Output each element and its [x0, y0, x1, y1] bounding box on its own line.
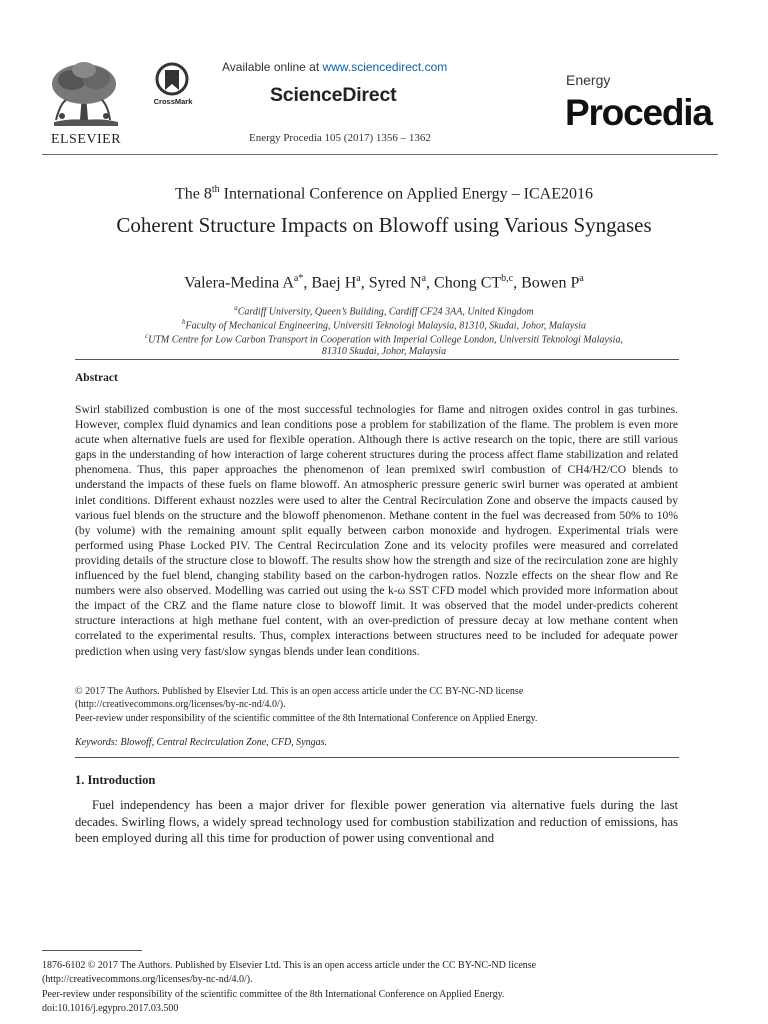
title-divider	[75, 359, 679, 360]
conference-ordinal: th	[211, 184, 220, 195]
sciencedirect-link[interactable]: www.sciencedirect.com	[322, 60, 448, 74]
journal-name-top: Energy	[566, 72, 611, 88]
footer-divider	[42, 950, 142, 951]
license-statement: © 2017 The Authors. Published by Elsevier Ltd. This is an open access article under the CC BY-NC-ND license (http://creativecommons.org/licenses/by-nc-nd/4.0/).	[75, 686, 524, 710]
author-mark: a*	[293, 273, 304, 284]
author-mark: a	[356, 273, 361, 284]
author-name: Chong CT	[434, 274, 502, 292]
paper-title: Coherent Structure Impacts on Blowoff using Various Syngases	[116, 213, 652, 237]
affiliation-mark: c	[145, 332, 149, 340]
author-mark: a	[579, 273, 584, 284]
affiliation-mark: b	[182, 318, 186, 326]
section-body: Fuel independency has been a major driver for flexible power generation via alternative fuels during the last decades. Swirling flows, a widely spread technology used for combustion stabilization and reduction of emissions, has been employed during all this time for production of power using conventional and	[75, 798, 678, 846]
journal-name-main: Procedia	[565, 92, 712, 133]
footer-peer-review: Peer-review under responsibility of the scientific committee of the 8th International Conference on Applied Energy.	[42, 988, 505, 1000]
affiliation-text: Cardiff University, Queen’s Building, Cardiff CF24 3AA, United Kingdom	[237, 306, 534, 318]
affiliation	[0, 304, 768, 317]
affiliation-text: UTM Centre for Low Carbon Transport in Cooperation with Imperial College London, Universiti Teknologi Malaysia,	[148, 334, 623, 346]
footer-doi[interactable]: doi:10.1016/j.egypro.2017.03.500	[42, 1003, 179, 1015]
abstract-heading: Abstract	[75, 372, 118, 384]
author-name: Syred N	[368, 274, 422, 292]
conference-name	[0, 184, 768, 203]
footer	[42, 959, 722, 1017]
author-mark: a	[421, 273, 427, 284]
affiliation	[0, 318, 768, 331]
affiliation-text: Faculty of Mechanical Engineering, Universiti Teknologi Malaysia, 81310, Skudai, Johor, Malaysia	[185, 320, 586, 332]
affiliation	[0, 332, 768, 345]
conference-prefix: The 8	[174, 185, 212, 203]
journal-reference: Energy Procedia 105 (2017) 1356 – 1362	[249, 132, 431, 144]
conference-suffix: International Conference on Applied Energy – ICAE2016	[219, 185, 594, 203]
keywords: Keywords: Blowoff, Central Recirculation Zone, CFD, Syngas.	[75, 737, 328, 748]
author-mark: b,c	[501, 273, 514, 284]
peer-review-statement: Peer-review under responsibility of the scientific committee of the 8th International Conference on Applied Energy.	[75, 713, 538, 724]
abstract-body: Swirl stabilized combustion is one of the most successful technologies for flame and nitrogen oxides control in gas turbines. However, complex fluid dynamics and lean conditions pose a problem for stabilization of the flame. The problem is even more acute when alternative fuels are used for flexible operation. Although there is active research on the topic, there are still various gaps in the understanding of how interaction of large coherent structures during the process affect flame stabilization and related phenomena. Thus, this paper approaches the phenomenon of lean premixed swirl combustion of CH4/H2/CO blends to understand the impacts of these fuels on flame blowoff. An atmospheric pressure generic swirl burner was operated at ambient inlet conditions. Different exhaust nozzles were used to alter the Central Recirculation Zone and observe the impacts caused by various fuel blends on the structure and the blowoff phenomenon. Methane content in the fuel was decreased from 50% to 10% (by volume) with the remaining amount split equally between carbon monoxide and hydrogen. Experimental trials were performed using Phase Locked PIV. The Central Recirculation Zone and its velocity profiles were measured and correlated providing details of the structure close to blowoff. The results show how the strength and size of the recirculation zone are highly influenced by the fuel blend, changing stability based on the carbon-hydrogen ratios. Nozzle effects on the shear flow and Re numbers were also observed. Modelling was carried out using the k-ω SST CFD model which provided more information about the impact of the CRZ and the flame nature close to blowoff limit. It was observed that the model under-predicts coherent structure interactions at high methane fuel content, with an over-prediction of pressure decay at low methane content when correlated to the experimental results. Thus, complex interactions between structures need to be included for adequate power prediction when using very fast/slow syngas blends under lean conditions.	[75, 403, 678, 658]
affiliation-continued: 81310 Skudai, Johor, Malaysia	[321, 346, 447, 357]
author-name: Baej H	[311, 274, 357, 292]
header-divider	[42, 154, 718, 155]
footer-license-url[interactable]: (http://creativecommons.org/licenses/by-nc-nd/4.0/).	[42, 974, 253, 986]
abstract-divider	[75, 757, 679, 758]
author-name: Bowen P	[521, 274, 580, 292]
author-list: Valera-Medina $A^{a*}$, Baej $H^a$, Syred $N^a$, Chong CT$^{b,c}$, Bowen $P^a$	[184, 273, 584, 292]
author-name: Valera-Medina A	[184, 274, 294, 292]
sciencedirect-wordmark: ScienceDirect	[270, 84, 397, 106]
affiliation-mark: a	[234, 304, 238, 312]
crossmark-label: CrossMark	[153, 97, 193, 106]
section-heading: 1. Introduction	[75, 773, 156, 787]
available-online-prefix: Available online at	[222, 60, 320, 74]
footer-issn: 1876-6102 © 2017 The Authors. Published by Elsevier Ltd. This is an open access article under the CC BY-NC-ND license	[42, 960, 537, 971]
available-online	[222, 60, 447, 74]
publisher-name: ELSEVIER	[50, 132, 122, 147]
